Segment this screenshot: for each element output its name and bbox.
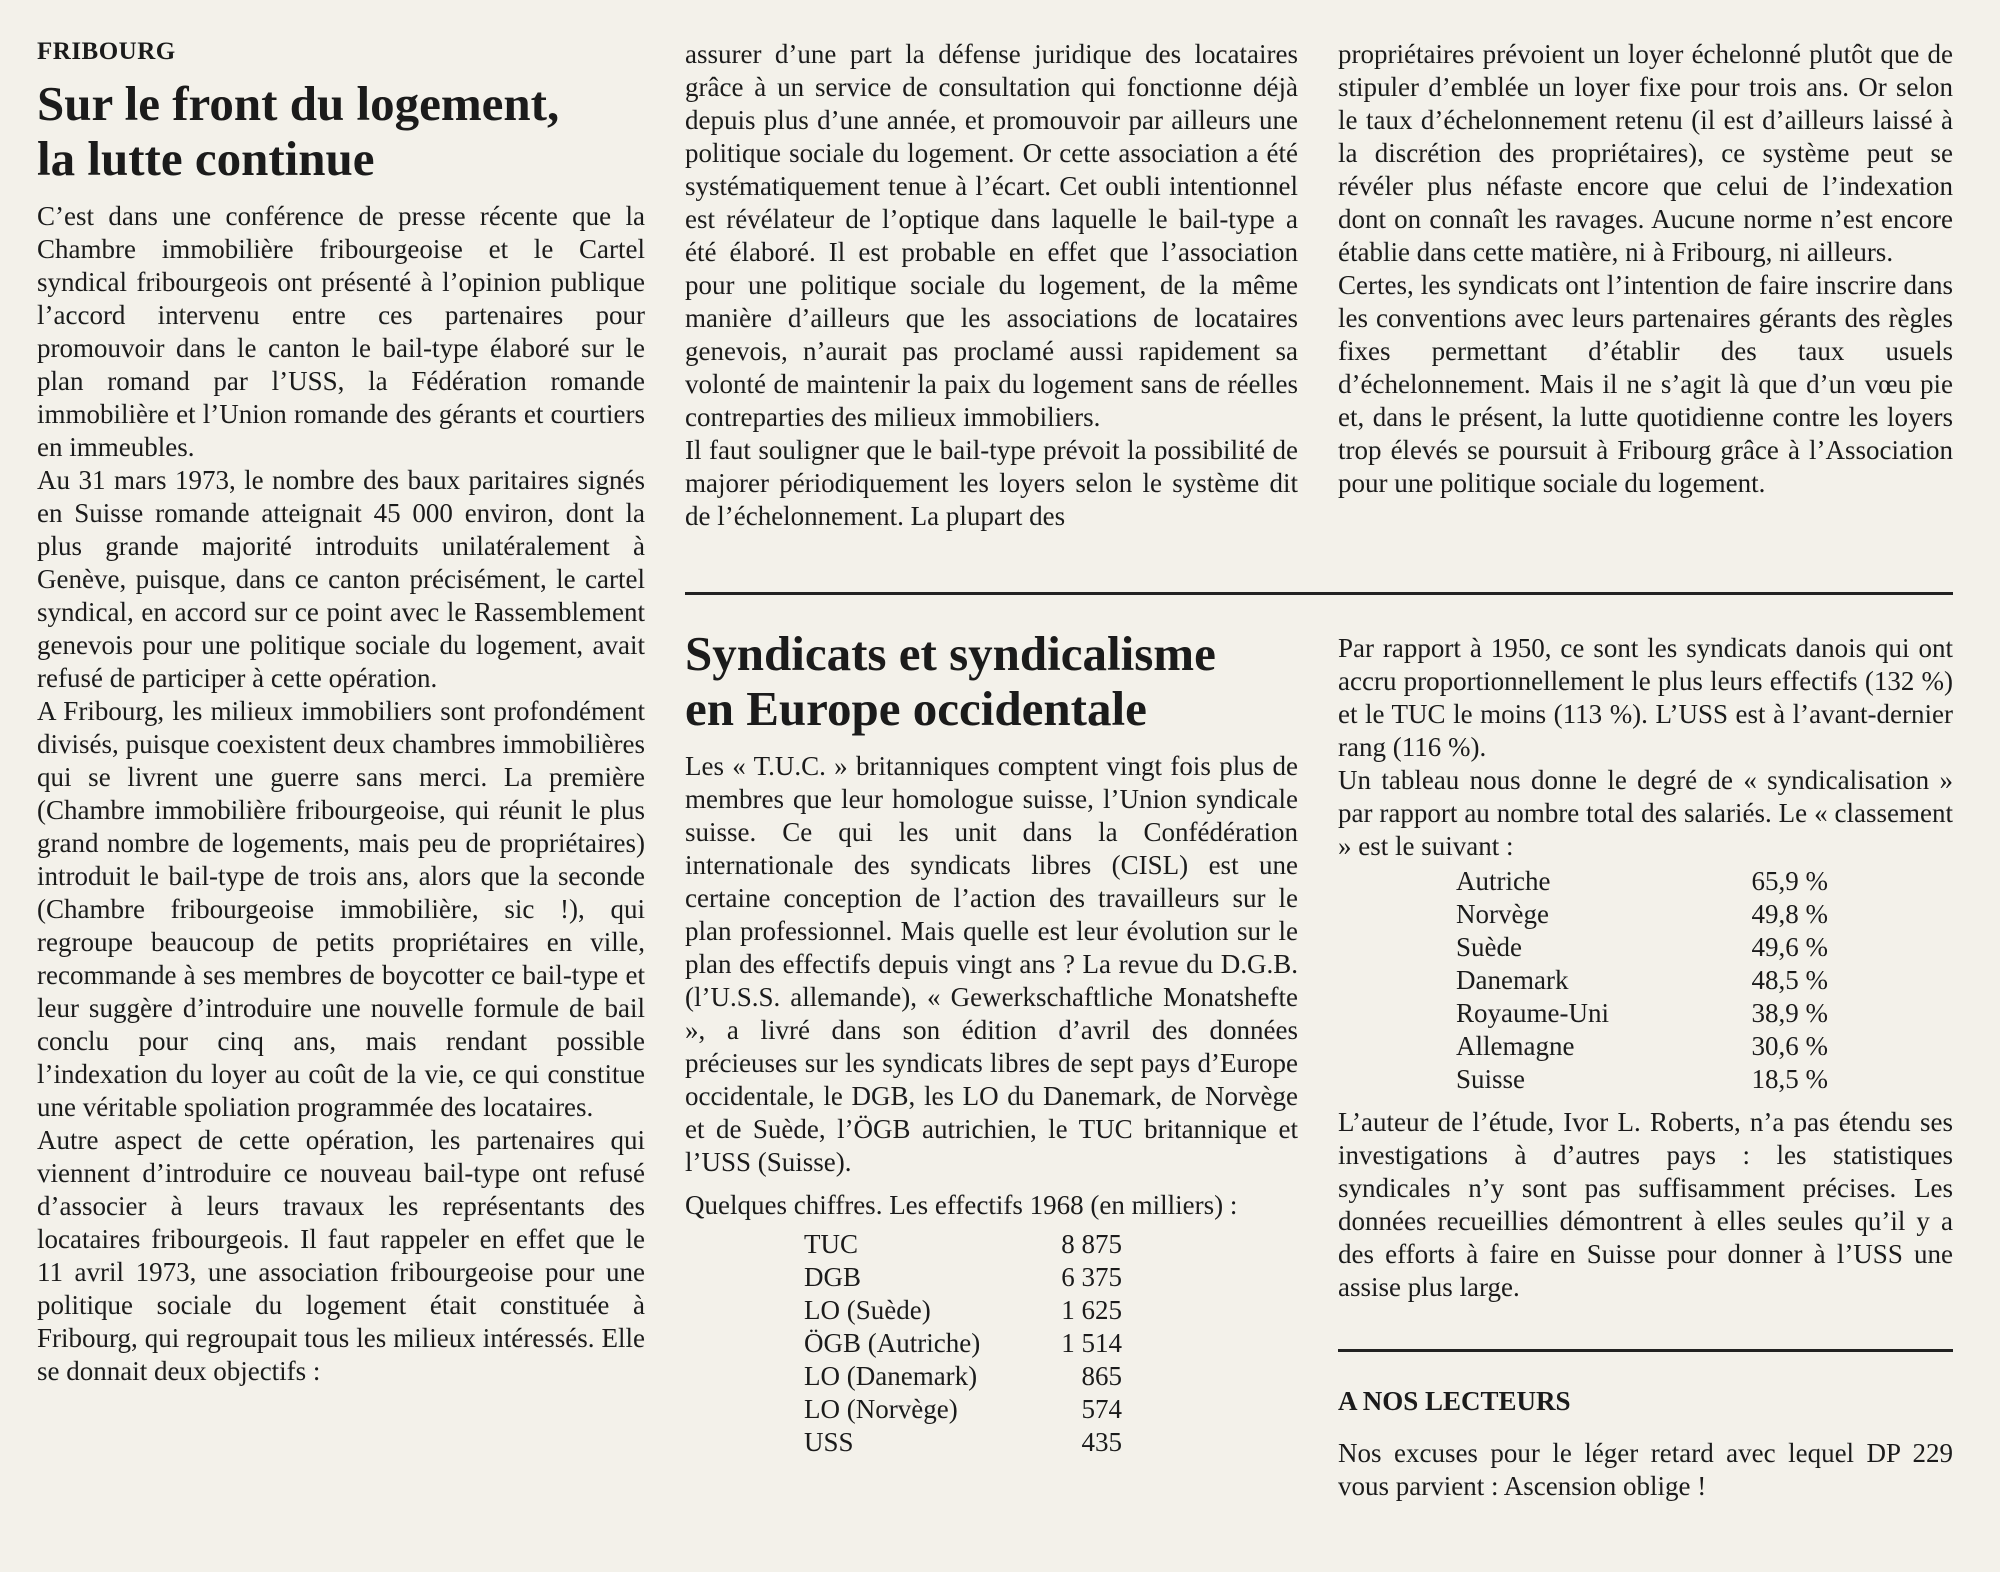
table-row xyxy=(804,1228,1122,1261)
article1-title xyxy=(37,76,645,186)
effectifs-table xyxy=(804,1228,1122,1459)
article1-kicker: FRIBOURG xyxy=(37,38,176,65)
article1-paragraph: C’est dans une conférence de presse récente que la Chambre immobilière fribourgeoise et le Cartel syndical fribourgeois ont présenté à l’opinion publique l’accord intervenu entre ces partenaires pour promouvoir dans le canton le bail-type élaboré sur le plan romand par l’USS, la Fédération romande immobilière et l’Union romande des gérants et courtiers en immeubles. xyxy=(37,201,645,462)
country-rate: 48,5 % xyxy=(1751,965,1828,995)
effectifs-intro: Quelques chiffres. Les effectifs 1968 (en milliers) : xyxy=(685,1190,1238,1220)
article1-column-2 xyxy=(685,38,1298,533)
union-count: 1 514 xyxy=(1061,1328,1122,1358)
article1-paragraph: propriétaires prévoient un loyer échelonné plutôt que de stipuler d’emblée un loyer fixe pour trois ans. Or selon le taux d’échelonnement retenu (il est d’ailleurs laissé à la discrétion des propriétaires), ce système peut se révéler plus néfaste encore que celui de l’indexation dont on connaît les ravages. Aucune norme n’est encore établie dans cette matière, ni à Fribourg, ni ailleurs. xyxy=(1338,39,1953,267)
union-name: TUC xyxy=(804,1229,858,1259)
article1-paragraph: Au 31 mars 1973, le nombre des baux paritaires signés en Suisse romande atteignait 45 000 environ, dont la plus grande majorité introduits unilatéralement à Genève, puisque, dans ce canton précisément, le cartel syndical, en accord sur ce point avec le Rassemblement genevois pour une politique sociale du logement, avait refusé de participer à cette opération. xyxy=(37,465,645,693)
notice-divider xyxy=(1338,1349,1953,1352)
table-row xyxy=(1456,1063,1828,1096)
article1-title-line1: Sur le front du logement, xyxy=(37,76,560,131)
table-row xyxy=(1456,964,1828,997)
country-name: Norvège xyxy=(1456,899,1549,929)
table-row xyxy=(1456,898,1828,931)
article1-title-line2: la lutte continue xyxy=(37,131,375,186)
notice-text: Nos excuses pour le léger retard avec lequel DP 229 vous parvient : Ascension oblige ! xyxy=(1338,1438,1953,1501)
union-count: 1 625 xyxy=(1061,1295,1122,1325)
table-row xyxy=(804,1327,1122,1360)
article2-column-3 xyxy=(1338,632,1953,1304)
country-name: Autriche xyxy=(1456,866,1551,896)
notice-box xyxy=(1338,1386,1953,1503)
article2-title-line2: en Europe occidentale xyxy=(685,681,1147,736)
table-row xyxy=(1456,865,1828,898)
country-name: Allemagne xyxy=(1456,1031,1575,1061)
article1-paragraph: Il faut souligner que le bail-type prévoit la possibilité de majorer périodiquement les loyers selon le système dit de l’échelonnement. La plupart des xyxy=(685,435,1298,531)
country-name: Suisse xyxy=(1456,1064,1526,1094)
article1-column-1 xyxy=(37,38,645,1388)
country-rate: 38,9 % xyxy=(1751,998,1828,1028)
article2-paragraph: Un tableau nous donne le degré de « syndicalisation » par rapport au nombre total des salariés. Le « classement » est le suivant : xyxy=(1338,765,1953,861)
country-name: Royaume-Uni xyxy=(1456,998,1609,1028)
country-rate: 49,6 % xyxy=(1751,932,1828,962)
article2-paragraph: Par rapport à 1950, ce sont les syndicats danois qui ont accru proportionnellement le plus leurs effectifs (132 %) et le TUC le moins (113 %). L’USS est à l’avant-dernier rang (116 %). xyxy=(1338,633,1953,762)
union-count: 574 xyxy=(1081,1394,1122,1424)
article1-paragraph: Autre aspect de cette opération, les partenaires qui viennent d’introduire ce nouveau bail-type ont refusé d’associer à leurs travaux les représentants des locataires fribourgeois. Il faut rappeler en effet que le 11 avril 1973, une association fribourgeoise pour une politique sociale du logement était constituée à Fribourg, qui regroupait tous les milieux intéressés. Elle se donnait deux objectifs : xyxy=(37,1125,645,1386)
article2-column-2 xyxy=(685,626,1298,1459)
classement-table xyxy=(1456,865,1828,1096)
country-name: Danemark xyxy=(1456,965,1569,995)
country-name: Suède xyxy=(1456,932,1522,962)
country-rate: 49,8 % xyxy=(1751,899,1828,929)
table-row xyxy=(1456,997,1828,1030)
notice-title: A NOS LECTEURS xyxy=(1338,1386,1571,1416)
article1-paragraph: A Fribourg, les milieux immobiliers sont profondément divisés, puisque coexistent deux chambres immobilières qui se livrent une guerre sans merci. La première (Chambre immobilière fribourgeoise, qui réunit le plus grand nombre de logements, mais peu de propriétaires) introduit le bail-type de trois ans, alors que la seconde (Chambre fribourgeoise immobilière, sic !), qui regroupe beaucoup de petits propriétaires en ville, recommande à ses membres de boycotter ce bail-type et leur suggère d’introduire une nouvelle formule de bail conclu pour cinq ans, mais rendant possible l’indexation du loyer au coût de la vie, ce qui constitue une véritable spoliation programmée des locataires. xyxy=(37,696,645,1122)
article2-title-line1: Syndicats et syndicalisme xyxy=(685,626,1216,681)
union-count: 6 375 xyxy=(1061,1262,1122,1292)
country-rate: 18,5 % xyxy=(1751,1064,1828,1094)
union-count: 865 xyxy=(1081,1361,1122,1391)
article1-column-3 xyxy=(1338,38,1953,500)
country-rate: 65,9 % xyxy=(1751,866,1828,896)
union-count: 435 xyxy=(1081,1427,1122,1457)
table-row xyxy=(804,1360,1122,1393)
table-row xyxy=(1456,1030,1828,1063)
article1-paragraph: Certes, les syndicats ont l’intention de faire inscrire dans les conventions avec leurs partenaires gérants des règles fixes permettant d’établir des taux usuels d’échelonnement. Mais il ne s’agit là que d’un vœu pie et, dans le présent, la lutte quotidienne contre les loyers trop élevés se poursuit à Fribourg grâce à l’Association pour une politique sociale du logement. xyxy=(1338,270,1953,498)
union-name: LO (Norvège) xyxy=(804,1394,958,1424)
article2-title xyxy=(685,626,1298,736)
article2-paragraph: Les « T.U.C. » britanniques comptent vingt fois plus de membres que leur homologue suisse, l’Union syndicale suisse. Ce qui les unit dans la Confédération internationale des syndicats libres (CISL) est une certaine conception de l’action des travailleurs sur le plan professionnel. Mais quelle est leur évolution sur le plan des effectifs depuis vingt ans ? La revue du D.G.B. (l’U.S.S. allemande), « Gewerkschaftliche Monatshefte », a livré dans son édition d’avril des données précieuses sur les syndicats libres de sept pays d’Europe occidentale, le DGB, les LO du Danemark, de Norvège et de Suède, l’ÖGB autrichien, le TUC britannique et l’USS (Suisse). xyxy=(685,751,1298,1177)
article-divider xyxy=(685,592,1953,595)
union-name: LO (Danemark) xyxy=(804,1361,978,1391)
union-name: ÖGB (Autriche) xyxy=(804,1328,981,1358)
country-rate: 30,6 % xyxy=(1751,1031,1828,1061)
article2-conclusion: L’auteur de l’étude, Ivor L. Roberts, n’a pas étendu ses investigations à d’autres pays : les statistiques syndicales n’y sont pas suffisamment précises. Les données recueillies démontrent à elles seules qu’il y a des efforts à faire en Suisse pour donner à l’USS une assise plus large. xyxy=(1338,1107,1953,1302)
table-row xyxy=(804,1261,1122,1294)
union-name: LO (Suède) xyxy=(804,1295,931,1325)
union-name: DGB xyxy=(804,1262,862,1292)
article1-paragraph: assurer d’une part la défense juridique des locataires grâce à un service de consultation qui fonctionne déjà depuis plus d’une année, et promouvoir par ailleurs une politique sociale du logement. Or cette association a été systématiquement tenue à l’écart. Cet oubli intentionnel est révélateur de l’optique dans laquelle le bail-type a été élaboré. Il est probable en effet que l’association pour une politique sociale du logement, de la même manière d’ailleurs que les associations de locataires genevois, n’aurait pas proclamé aussi rapidement sa volonté de maintenir la paix du logement sans de réelles contreparties des milieux immobiliers. xyxy=(685,39,1298,432)
table-row xyxy=(804,1393,1122,1426)
union-name: USS xyxy=(804,1427,854,1457)
table-row xyxy=(804,1294,1122,1327)
table-row xyxy=(804,1426,1122,1459)
table-row xyxy=(1456,931,1828,964)
union-count: 8 875 xyxy=(1061,1229,1122,1259)
